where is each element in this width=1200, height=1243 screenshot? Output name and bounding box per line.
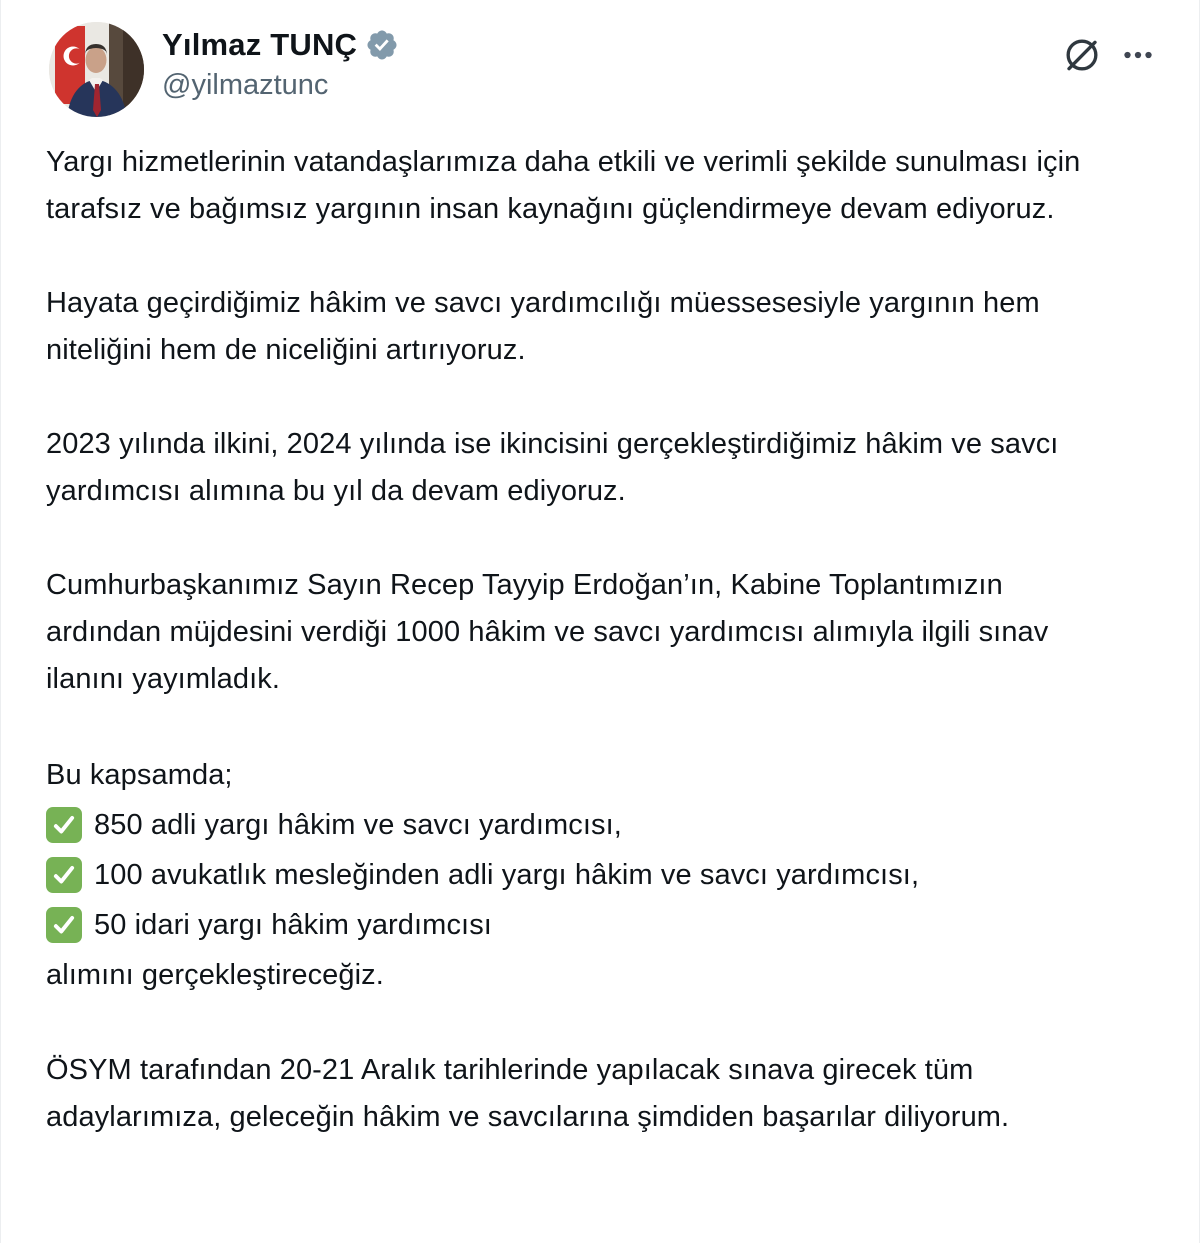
kapsamda-outro: alımını gerçekleştireceğiz. (46, 959, 384, 991)
display-name[interactable]: Yılmaz TUNÇ (162, 27, 358, 62)
check-mark-icon (46, 857, 82, 893)
avatar-image (49, 22, 144, 117)
kapsamda-intro: Bu kapsamda; (46, 759, 233, 791)
tweet-header (1, 0, 1199, 117)
list-item (46, 800, 1103, 850)
paragraph-4: Cumhurbaşkanımız Sayın Recep Tayyip Erdoğan’ın, Kabine Toplantımızın ardından müjdesini verdiği 1000 hâkim ve savcı yardımcısı alımıyla ilgili sınav ilanını yayımladık. (46, 569, 1049, 695)
closing-paragraph: ÖSYM tarafından 20-21 Aralık tarihlerinde yapılacak sınava girecek tüm adaylarımıza, geleceğin hâkim ve savcılarına şimdiden başarılar diliyorum. (46, 1054, 1010, 1133)
ellipsis-icon (1120, 37, 1156, 73)
grok-button[interactable] (1061, 34, 1103, 76)
check-mark-icon (46, 907, 82, 943)
tweet-actions (1061, 22, 1159, 76)
paragraph-1: Yargı hizmetlerinin vatandaşlarımıza daha etkili ve verimli şekilde sunulması için tarafsız ve bağımsız yargının insan kaynağını güçlendirmeye devam ediyoruz. (46, 146, 1081, 225)
tweet-text (1, 117, 1161, 1181)
kapsamda-block (46, 750, 1103, 1000)
paragraph-3: 2023 yılında ilkini, 2024 yılında ise ikincisini gerçekleştirdiğimiz hâkim ve savcı yardımcısı alımına bu yıl da devam ediyoruz. (46, 428, 1059, 507)
user-handle[interactable]: @yilmaztunc (162, 69, 329, 101)
check-mark-icon (46, 807, 82, 843)
more-options-button[interactable] (1117, 34, 1159, 76)
grok-icon (1062, 35, 1102, 75)
list-item-text: 50 idari yargı hâkim yardımcısı (94, 909, 492, 941)
paragraph-2: Hayata geçirdiğimiz hâkim ve savcı yardımcılığı müessesesiyle yargının hem niteliğini hem de niceliğini artırıyoruz. (46, 287, 1040, 366)
list-item (46, 900, 1103, 950)
list-item-text: 850 adli yargı hâkim ve savcı yardımcısı, (94, 809, 622, 841)
avatar[interactable] (49, 22, 144, 117)
list-item-text: 100 avukatlık mesleğinden adli yargı hâkim ve savcı yardımcısı, (94, 859, 920, 891)
verified-badge-icon[interactable] (365, 28, 399, 62)
list-item (46, 850, 1103, 900)
author-block (162, 22, 1061, 102)
